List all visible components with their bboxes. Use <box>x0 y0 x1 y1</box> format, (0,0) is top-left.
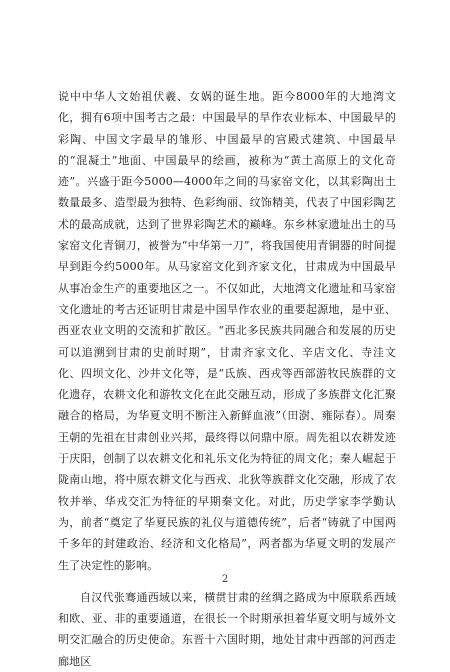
page-number: 2 <box>221 574 229 585</box>
paragraph-continuation: 说中中华人文始祖伏羲、女娲的诞生地。距今8000年的大地湾文化，拥有6项中国考古之最：中国最早的旱作农业标本、中国最早的彩陶、中国文字最早的雏形、中国最早的宫殿式建筑、中国最早的“混凝土”地面、中国最早的绘画，被称为“黄土高原上的文化奇迹”。兴盛于距今5000—4000年之间的马家窑文化，以其彩陶出土数量最多、造型最为独特、色彩绚丽、纹饰精美，代表了中国彩陶艺术的最高成就，达到了世界彩陶艺术的巅峰。东乡林家遗址出土的马家窑文化青铜刀，被誉为“中华第一刀”，将我国使用青铜器的时间提早到距今约5000年。从马家窑文化到齐家文化，甘肃成为中国最早从事冶金生产的重要地区之一。不仅如此，大地湾文化遗址和马家窑文化遗址的考古还证明甘肃是中国旱作农业的重要起源地，是中亚、西亚农业文明的交流和扩散区。“西北多民族共同融合和发展的历史可以追溯到甘肃的史前时期”，甘肃齐家文化、辛店文化、寺洼文化、四坝文化、沙井文化等，是“氐族、西戎等西部游牧民族群的文化遗存，农耕文化和游牧文化在此交融互动，形成了多族群文化汇聚融合的格局，为华夏文明不断注入新鲜血液”（田澍、雍际春）。周秦王朝的先祖在甘肃创业兴邦，最终得以问鼎中原。周先祖以农耕发迹于庆阳，创制了以农耕文化和礼乐文化为特征的周文化；秦人崛起于陇南山地，将中原农耕文化与西戎、北狄等族群文化交融，形成了农牧并举、华戎交汇为特征的早期秦文化。对此，历史学家李学勤认为，前者“奠定了华夏民族的礼仪与道德传统”，后者“铸就了中国两千多年的封建政治、经济和文化格局”，两者都为华夏文明的发展产生了决定性的影响。 <box>58 90 396 572</box>
paragraph-silk-road: 自汉代张骞通西域以来，横贯甘肃的丝绸之路成为中原联系西域和欧、亚、非的重要通道，在很长一个时期承担着华夏文明与域外文明交汇融合的历史使命。东晋十六国时期，地处甘肃中西部的河西走廊地区 <box>58 590 396 668</box>
